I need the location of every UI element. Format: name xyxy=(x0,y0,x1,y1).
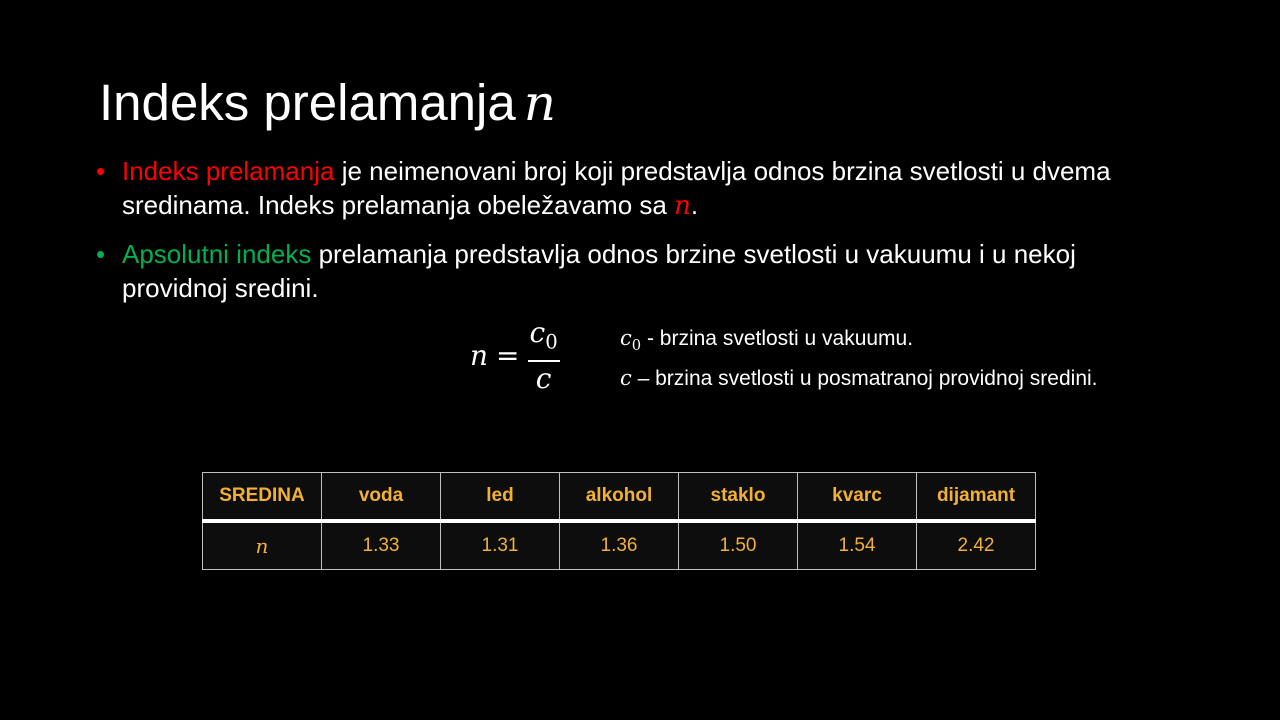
formula xyxy=(470,318,560,394)
bullet-suffix: . xyxy=(690,190,699,220)
formula-legend xyxy=(620,322,1120,395)
bullet-highlight: Indeks prelamanja xyxy=(122,156,335,186)
table-header: staklo xyxy=(679,473,798,522)
table-cell: 2.42 xyxy=(917,521,1036,570)
legend-symbol: c xyxy=(620,366,632,391)
table-cell: 1.33 xyxy=(322,521,441,570)
bullet-text: prelamanja predstavlja odnos brzine svetlosti u vakuumu i u nekoj providnoj sredini. xyxy=(122,239,1076,303)
bullet-refractive-index xyxy=(96,154,1182,223)
formula-denominator: c xyxy=(535,361,552,395)
formula-lhs: n xyxy=(470,339,489,373)
legend-line-c xyxy=(620,362,1120,395)
table-row xyxy=(203,521,1036,570)
slide-title-text: Indeks prelamanja xyxy=(99,74,516,131)
legend-text: – brzina svetlosti u posmatranoj providnoj sredini. xyxy=(631,367,1098,391)
table-cell: 1.54 xyxy=(798,521,917,570)
bullet-list xyxy=(96,154,1182,319)
formula-fraction xyxy=(528,318,560,394)
table-header: SREDINA xyxy=(203,473,322,522)
slide-title-symbol: n xyxy=(523,74,556,132)
table-header: kvarc xyxy=(798,473,917,522)
formula-equals: = xyxy=(496,339,520,373)
table-header: led xyxy=(441,473,560,522)
bullet-symbol: n xyxy=(674,191,691,221)
legend-symbol: $c_0$ xyxy=(620,326,642,355)
table-row-label: n xyxy=(203,521,322,570)
bullet-dot: • xyxy=(96,239,106,269)
refractive-index-table xyxy=(202,472,1036,570)
table-cell: 1.31 xyxy=(441,521,560,570)
bullet-absolute-index xyxy=(96,237,1182,305)
table-header-row xyxy=(203,473,1036,522)
table-header: voda xyxy=(322,473,441,522)
table-header: dijamant xyxy=(917,473,1036,522)
bullet-dot: • xyxy=(96,156,106,186)
legend-line-c0 xyxy=(620,322,1120,362)
table-header: alkohol xyxy=(560,473,679,522)
formula-numerator: $c_0$ xyxy=(528,318,560,362)
bullet-text: je neimenovani broj koji predstavlja odnos brzina svetlosti u dvema sredinama. Indeks prelamanja obeležavamo sa xyxy=(122,156,1111,220)
table-cell: 1.50 xyxy=(679,521,798,570)
table-cell: 1.36 xyxy=(560,521,679,570)
legend-text: - brzina svetlosti u vakuumu. xyxy=(641,327,914,350)
slide-title xyxy=(99,72,556,133)
bullet-highlight: Apsolutni indeks xyxy=(122,239,312,269)
